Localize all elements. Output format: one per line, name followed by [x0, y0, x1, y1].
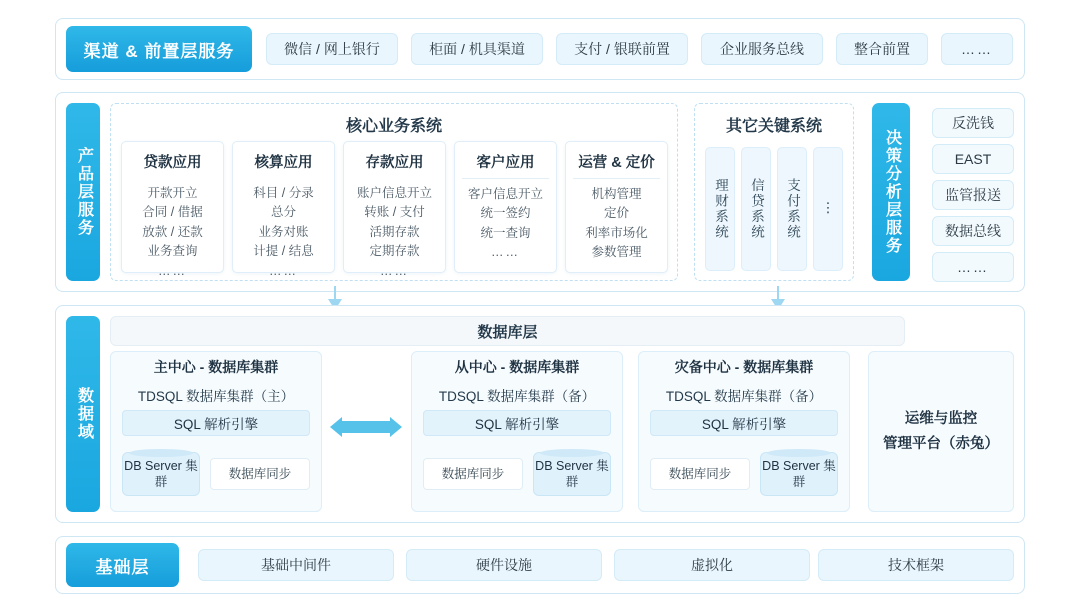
datacenter-dr-engine[interactable] — [650, 410, 838, 436]
datacenter-dr-sync-text: 数据库同步 — [668, 466, 732, 481]
line: 活期存款 — [369, 224, 420, 239]
base-item-1-label: 硬件设施 — [476, 557, 532, 573]
divider — [462, 178, 549, 179]
base-layer-label — [66, 543, 179, 587]
channel-item-3-label: 企业服务总线 — [720, 41, 804, 57]
other-system-payment[interactable] — [777, 147, 807, 271]
data-layer-label — [66, 316, 100, 512]
core-card-customer[interactable] — [454, 141, 557, 273]
channel-item-3[interactable] — [701, 33, 823, 65]
base-layer-label-text: 基础层 — [95, 557, 150, 577]
datacenter-slave-sync[interactable] — [423, 458, 523, 490]
decision-item-1[interactable] — [932, 144, 1014, 174]
decision-item-0-label: 反洗钱 — [952, 115, 994, 131]
core-card-accounting[interactable] — [232, 141, 335, 278]
db-layer-header — [110, 316, 905, 346]
datacenter-slave-title-text: 从中心 - 数据库集群 — [454, 359, 580, 375]
channel-item-4[interactable] — [836, 33, 928, 65]
datacenter-main-title-text: 主中心 - 数据库集群 — [153, 359, 279, 375]
base-item-3-label: 技术框架 — [888, 557, 944, 573]
datacenter-slave-engine[interactable] — [423, 410, 611, 436]
core-card-operations-lines — [585, 185, 648, 263]
base-item-0-label: 基础中间件 — [261, 557, 331, 573]
line: 合同 / 借据 — [142, 205, 203, 220]
decision-item-0[interactable] — [932, 108, 1014, 138]
base-item-1[interactable] — [406, 549, 602, 581]
decision-item-4-label: …… — [957, 259, 989, 275]
line: 科目 / 分录 — [253, 186, 314, 200]
core-card-loan-lines — [142, 184, 202, 281]
base-item-0[interactable] — [198, 549, 394, 581]
ops-platform-line1: 运维与监控 — [904, 410, 978, 427]
divider — [573, 178, 660, 179]
datacenter-slave-dbserver-text: DB Server 集群 — [535, 458, 609, 489]
line: 定期存款 — [369, 244, 420, 259]
datacenter-main-cluster-text: TDSQL 数据库集群（主） — [137, 389, 295, 404]
base-item-3[interactable] — [818, 549, 1014, 581]
datacenter-dr-dbserver-text: DB Server 集群 — [762, 458, 836, 489]
core-card-loan[interactable] — [121, 141, 224, 278]
line: 开款开立 — [147, 186, 198, 200]
other-system-credit-label: 信贷系统 — [749, 178, 764, 240]
channel-layer-label-text: 渠道 & 前置层服务 — [83, 41, 235, 61]
decision-item-4[interactable] — [932, 252, 1014, 282]
core-card-deposit-lines — [357, 184, 432, 281]
base-item-2-label: 虚拟化 — [691, 557, 733, 573]
decision-item-2[interactable] — [932, 180, 1014, 210]
datacenter-main-engine-text: SQL 解析引擎 — [173, 417, 259, 432]
datacenter-slave-cluster — [411, 385, 623, 405]
line: 统一签约 — [480, 206, 531, 221]
decision-layer-label — [872, 103, 910, 281]
line: 放款 / 还款 — [142, 224, 203, 239]
line: 定价 — [603, 206, 629, 221]
line: 机构管理 — [591, 187, 642, 201]
line: 业务查询 — [147, 244, 198, 259]
datacenter-dr-sync[interactable] — [650, 458, 750, 490]
datacenter-main-cluster — [110, 385, 322, 405]
channel-item-2-label: 支付 / 银联前置 — [574, 41, 670, 57]
decision-item-3[interactable] — [932, 216, 1014, 246]
decision-item-2-label: 监管报送 — [945, 187, 1001, 203]
line: 账户信息开立 — [356, 186, 432, 200]
other-system-wealth-label: 理财系统 — [713, 178, 728, 240]
core-card-accounting-lines — [253, 184, 313, 281]
other-systems-title — [694, 113, 854, 136]
other-system-wealth[interactable] — [705, 147, 735, 271]
core-card-operations[interactable] — [565, 141, 668, 273]
core-card-deposit-head: 存款应用 — [365, 155, 424, 171]
channel-item-0[interactable] — [266, 33, 398, 65]
line: 业务对账 — [258, 224, 309, 239]
datacenter-main-engine[interactable] — [122, 410, 310, 436]
channel-item-1[interactable] — [411, 33, 543, 65]
data-layer-label-text: 数据域 — [75, 387, 93, 441]
line: …… — [268, 263, 298, 278]
line: 客户信息开立 — [467, 187, 543, 201]
line: …… — [490, 245, 520, 260]
sync-arrow-main-slave — [328, 415, 404, 439]
datacenter-dr-title — [638, 357, 850, 377]
other-systems-title-text: 其它关键系统 — [725, 118, 822, 135]
core-systems-title — [110, 113, 678, 136]
decision-item-3-label: 数据总线 — [945, 223, 1001, 239]
core-systems-title-text: 核心业务系统 — [345, 118, 442, 135]
datacenter-dr-cluster — [638, 385, 850, 405]
other-system-credit[interactable] — [741, 147, 771, 271]
product-layer-label-text: 产品层服务 — [75, 147, 93, 237]
more-icon: ⋮ — [821, 200, 836, 218]
channel-item-5-label: …… — [961, 41, 993, 57]
decision-layer-label-text: 决策分析层服务 — [883, 129, 901, 255]
datacenter-main-sync[interactable] — [210, 458, 310, 490]
core-card-loan-head: 贷款应用 — [143, 155, 202, 171]
line: …… — [379, 263, 409, 278]
other-system-more[interactable] — [813, 147, 843, 271]
core-card-customer-head: 客户应用 — [476, 155, 535, 171]
product-layer-label — [66, 103, 100, 281]
datacenter-main-dbserver-text: DB Server 集群 — [124, 458, 198, 489]
channel-item-0-label: 微信 / 网上银行 — [284, 41, 380, 57]
channel-item-5[interactable] — [941, 33, 1013, 65]
datacenter-slave-dbserver[interactable] — [533, 452, 611, 496]
core-card-deposit[interactable] — [343, 141, 446, 278]
line: 转账 / 支付 — [364, 205, 425, 220]
core-card-accounting-head: 核算应用 — [254, 155, 313, 171]
line: 计提 / 结息 — [253, 244, 314, 259]
base-item-2[interactable] — [614, 549, 810, 581]
datacenter-main-sync-text: 数据库同步 — [228, 466, 292, 481]
line: 利率市场化 — [585, 225, 648, 240]
line: 总分 — [270, 205, 296, 220]
line: 参数管理 — [591, 245, 642, 260]
decision-item-1-label: EAST — [954, 151, 992, 167]
datacenter-main-dbserver[interactable] — [122, 452, 200, 496]
datacenter-slave-cluster-text: TDSQL 数据库集群（备） — [438, 389, 596, 404]
channel-item-4-label: 整合前置 — [854, 41, 910, 57]
channel-layer-label — [66, 26, 252, 72]
datacenter-slave-sync-text: 数据库同步 — [441, 466, 505, 481]
db-layer-header-text: 数据库层 — [477, 323, 538, 341]
datacenter-dr-cluster-text: TDSQL 数据库集群（备） — [665, 389, 823, 404]
channel-item-2[interactable] — [556, 33, 688, 65]
line: 统一查询 — [480, 225, 531, 240]
ops-platform-box[interactable] — [868, 351, 1014, 512]
ops-platform-line2: 管理平台（赤兔） — [883, 435, 999, 452]
datacenter-slave-title — [411, 357, 623, 377]
datacenter-dr-engine-text: SQL 解析引擎 — [701, 417, 787, 432]
datacenter-dr-title-text: 灾备中心 - 数据库集群 — [674, 359, 814, 375]
datacenter-slave-engine-text: SQL 解析引擎 — [474, 417, 560, 432]
other-system-payment-label: 支付系统 — [785, 178, 800, 240]
datacenter-dr-dbserver[interactable] — [760, 452, 838, 496]
core-card-customer-lines — [468, 185, 543, 263]
core-card-operations-head: 运营 & 定价 — [578, 155, 655, 171]
line: …… — [157, 263, 187, 278]
channel-item-1-label: 柜面 / 机具渠道 — [429, 41, 525, 57]
datacenter-main-title — [110, 357, 322, 377]
